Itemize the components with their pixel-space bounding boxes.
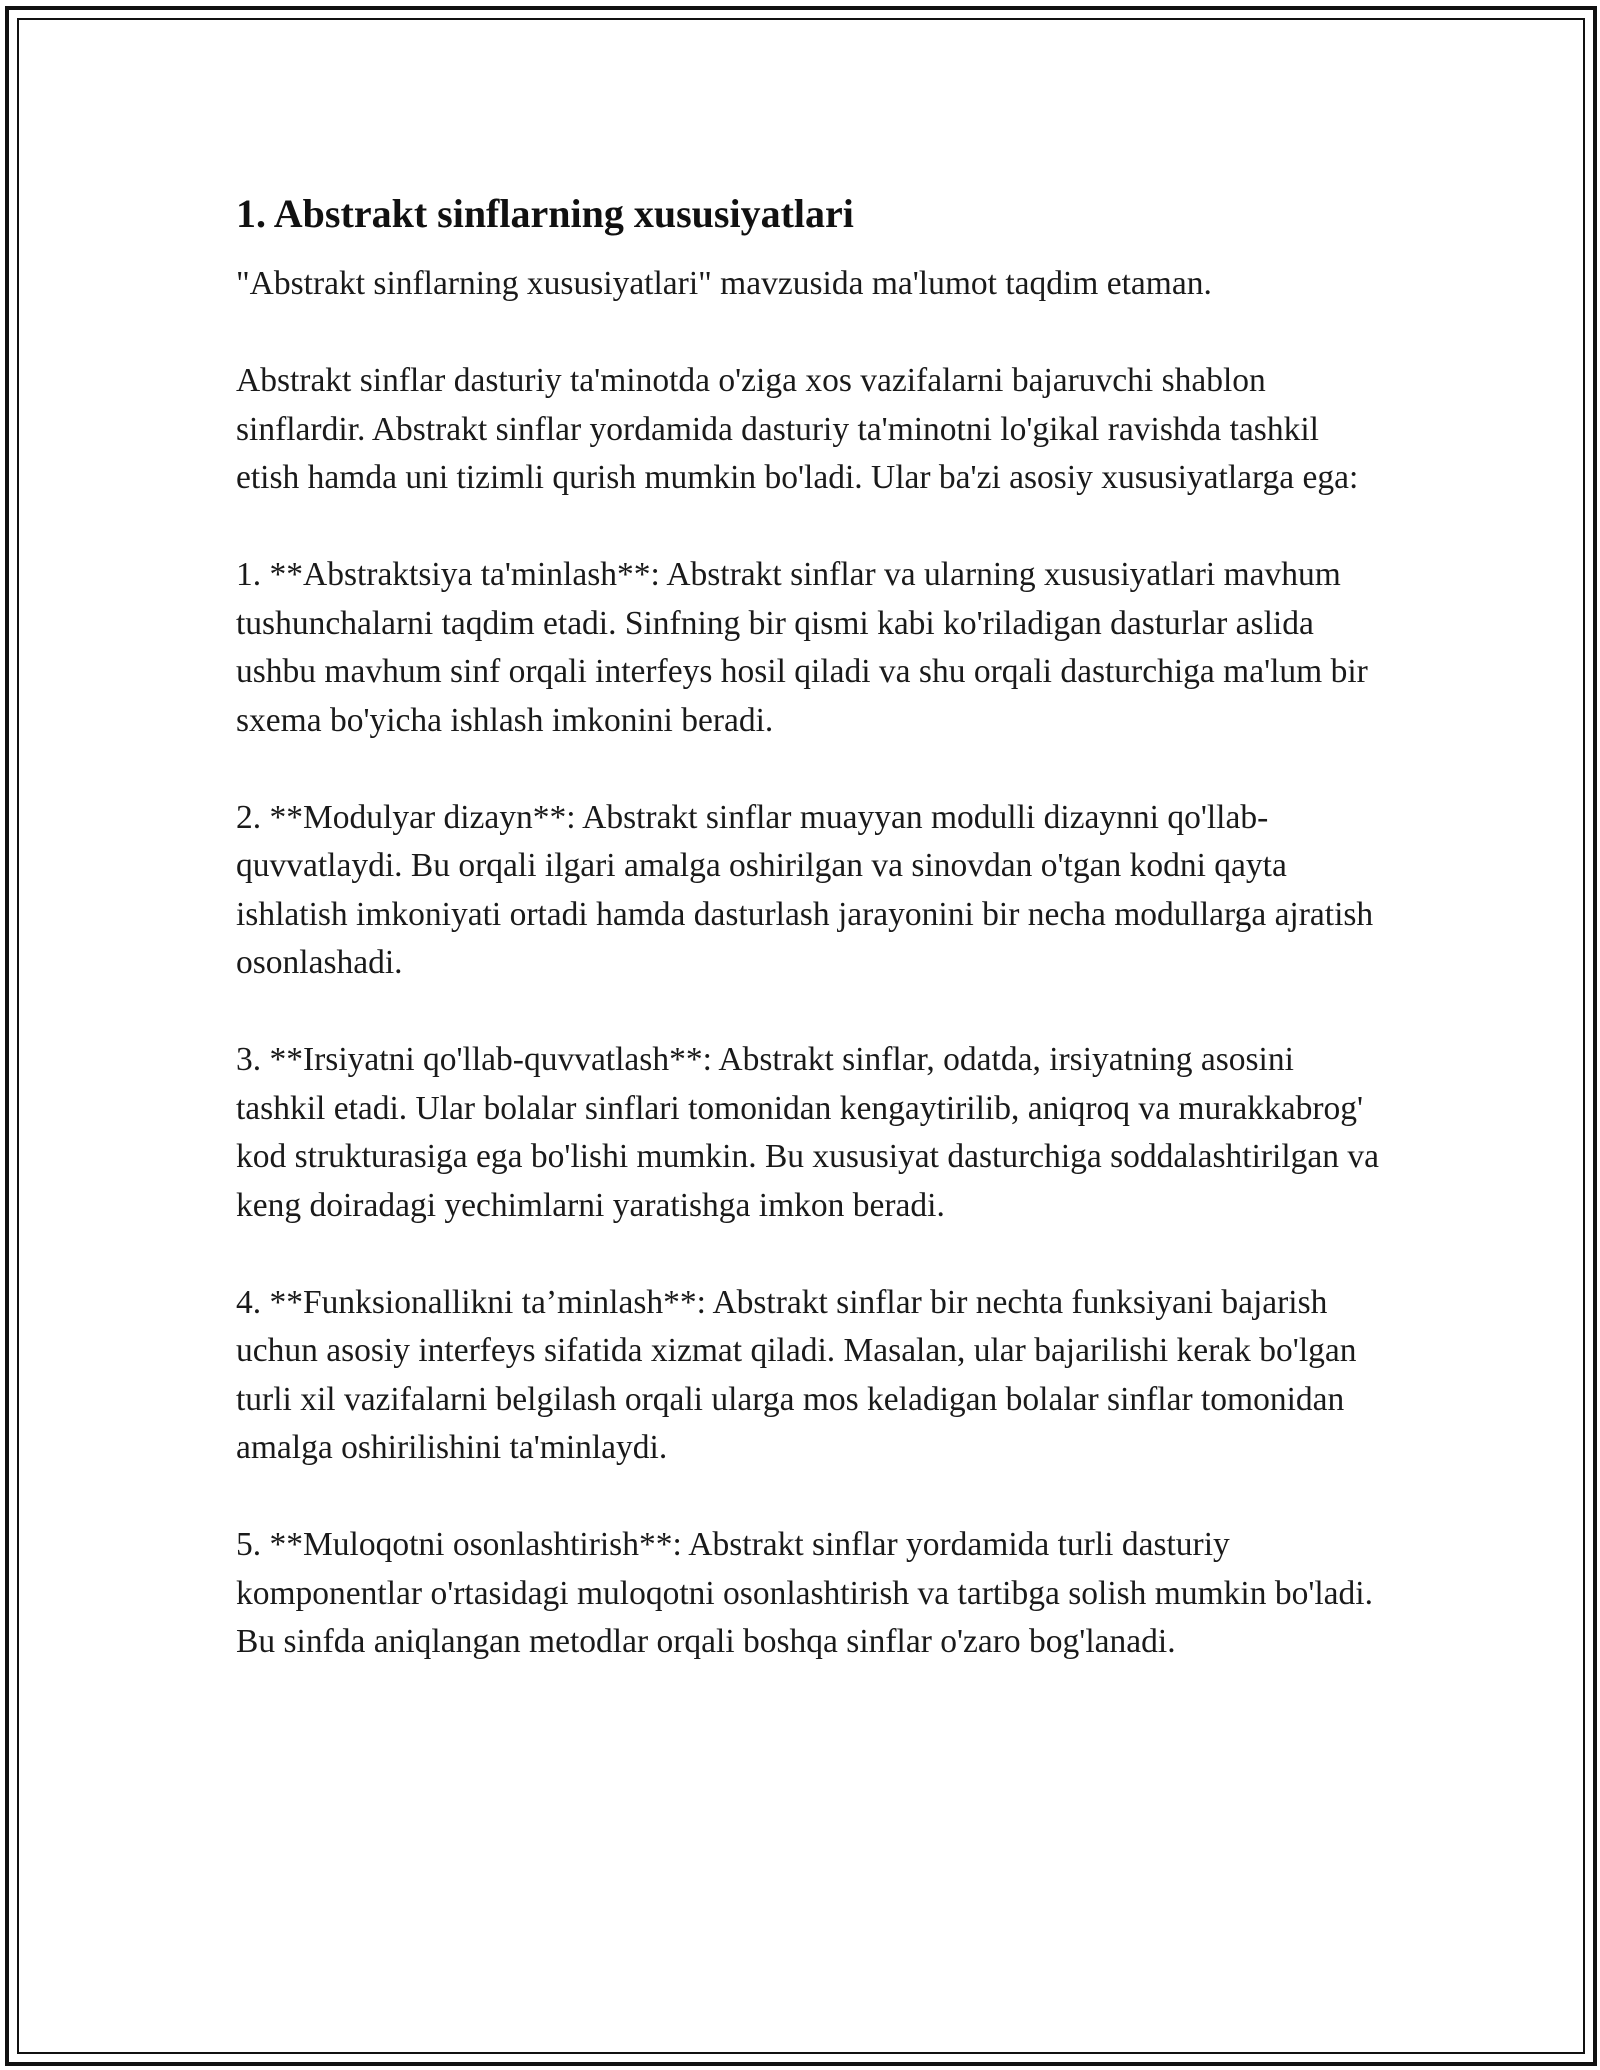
document-title: 1. Abstrakt sinflarning xususiyatlari	[236, 191, 854, 236]
list-item-modular-design: 2. **Modulyar dizayn**: Abstrakt sinflar muayyan modulli dizaynni qo'llab-quvvatlaydi. Bu orqali ilgari amalga oshirilgan va sinovdan o'tgan kodni qayta ishlatish imkoniyati ortadi hamda dasturlash jarayonini bir necha modullarga ajratish osonlashadi.	[236, 798, 1374, 981]
list-item-abstraction: 1. **Abstraktsiya ta'minlash**: Abstrakt sinflar va ularning xususiyatlari mavhum tushunchalarni taqdim etadi. Sinfning bir qismi kabi ko'riladigan dasturlar aslida ushbu mavhum sinf orqali interfeys hosil qiladi va shu orqali dasturchiga ma'lum bir sxema bo'yicha ishlash imkonini beradi.	[236, 556, 1368, 739]
overview-paragraph: Abstrakt sinflar dasturiy ta'minotda o'ziga xos vazifalarni bajaruvchi shablon sinflardir. Abstrakt sinflar yordamida dasturiy ta'minotni lo'gikal ravishda tashkil etish hamda uni tizimli qurish mumkin bo'ladi. Ular ba'zi asosiy xususiyatlarga ega:	[236, 362, 1359, 496]
list-item-inheritance: 3. **Irsiyatni qo'llab-quvvatlash**: Abstrakt sinflar, odatda, irsiyatning asosini tashkil etadi. Ular bolalar sinflari tomonidan kengaytirilib, aniqroq va murakkabrog' kod strukturasiga ega bo'lishi mumkin. Bu xususiyat dasturchiga soddalashtirilgan va keng doiradagi yechimlarni yaratishga imkon beradi.	[236, 1041, 1380, 1224]
list-item-communication: 5. **Muloqotni osonlashtirish**: Abstrakt sinflar yordamida turli dasturiy komponentlar o'rtasidagi muloqotni osonlashtirish va tartibga solish mumkin bo'ladi. Bu sinfda aniqlangan metodlar orqali boshqa sinflar o'zaro bog'lanadi.	[236, 1526, 1373, 1660]
intro-paragraph: "Abstrakt sinflarning xususiyatlari" mavzusida ma'lumot taqdim etaman.	[236, 265, 1212, 302]
list-item-functionality: 4. **Funksionallikni ta’minlash**: Abstrakt sinflar bir nechta funksiyani bajarish uchun asosiy interfeys sifatida xizmat qiladi. Masalan, ular bajarilishi kerak bo'lgan turli xil vazifalarni belgilash orqali ularga mos keladigan bolalar sinflar tomonidan amalga oshirilishini ta'minlaydi.	[236, 1283, 1357, 1466]
document-body	[236, 188, 1386, 1715]
